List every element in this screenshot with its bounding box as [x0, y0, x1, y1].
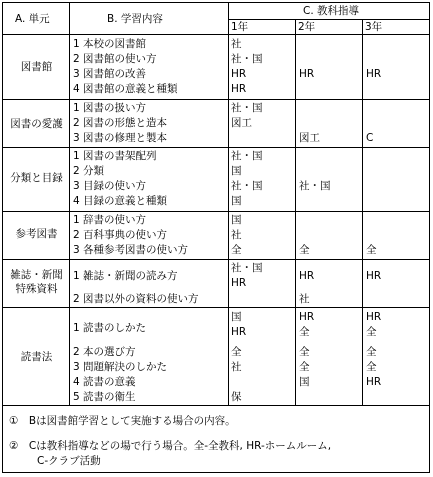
grade2-cell: 図工	[299, 132, 320, 144]
content-item: 4 図書館の意義と種類	[73, 83, 178, 95]
grade1-cell: 社	[231, 361, 242, 373]
content-item: 2 図書館の使い方	[73, 53, 157, 65]
grade1-cell: 保	[231, 391, 242, 403]
header-guidance: C. 教科指導	[303, 5, 360, 17]
col-divider-grade3	[362, 19, 363, 405]
grade1-cell: 国	[231, 311, 242, 323]
grade2-cell: HR	[299, 311, 315, 323]
grade2-cell: HR	[299, 270, 315, 282]
grade2-cell: 全	[299, 244, 310, 256]
row-rule-4	[3, 259, 429, 260]
grade3-cell: HR	[366, 68, 382, 80]
header-subrule	[229, 19, 429, 20]
note-2: ② Cは教科指導などの場で行う場合。全-全教科, HR-ホームルーム,	[9, 440, 332, 452]
content-item: 3 目録の使い方	[73, 180, 147, 192]
grade2-cell: 社・国	[299, 180, 331, 192]
grade2-cell: 国	[299, 376, 310, 388]
grade3-cell: 全	[366, 361, 377, 373]
row-rule-2	[3, 147, 429, 148]
header-grade-2: 2年	[298, 21, 316, 33]
grade1-cell: 社・国	[231, 262, 263, 274]
grade2-cell: 全	[299, 361, 310, 373]
content-item: 2 百科事典の使い方	[73, 229, 168, 241]
grade1-cell: 国	[231, 195, 242, 207]
header-content: B. 学習内容	[107, 13, 163, 25]
unit-periodicals: 雑誌・新聞	[10, 269, 63, 281]
grade1-cell: HR	[231, 68, 247, 80]
grade2-cell: 全	[299, 346, 310, 358]
grade3-cell: 全	[366, 326, 377, 338]
content-item: 3 図書の修理と製本	[73, 132, 168, 144]
content-item: 2 本の選び方	[73, 346, 136, 358]
grade2-cell: HR	[299, 68, 315, 80]
row-rule-1	[3, 99, 429, 100]
content-item: 2 図書の形態と造本	[73, 117, 168, 129]
grade1-cell: 社	[231, 229, 242, 241]
grade1-cell: HR	[231, 277, 247, 289]
grade1-cell: 国	[231, 165, 242, 177]
grade1-cell: 全	[231, 244, 242, 256]
unit-library: 図書館	[20, 61, 53, 73]
content-item: 1 読書のしかた	[73, 322, 147, 334]
unit-reference-books: 参考図書	[15, 228, 58, 240]
grade1-cell: 社・国	[231, 53, 263, 65]
header-grade-1: 1年	[231, 21, 249, 33]
note-2-continued: C-クラブ活動	[37, 455, 101, 467]
content-item: 1 雑誌・新聞の読み方	[73, 270, 178, 282]
unit-reading-method: 読書法	[20, 351, 53, 363]
unit-special-materials: 特殊資料	[15, 283, 58, 295]
grade3-cell: 全	[366, 346, 377, 358]
grade1-cell: 国	[231, 214, 242, 226]
grade2-cell: 社	[299, 293, 310, 305]
notes-rule	[3, 405, 429, 406]
content-item: 1 本校の図書館	[73, 38, 147, 50]
grade1-cell: HR	[231, 326, 247, 338]
unit-classification: 分類と目録	[10, 172, 63, 184]
grade1-cell: 全	[231, 346, 242, 358]
header-unit: A. 単元	[15, 13, 50, 25]
grade3-cell: 全	[366, 244, 377, 256]
content-item: 1 図書の扱い方	[73, 102, 147, 114]
grade3-cell: C	[366, 132, 374, 144]
grade1-cell: 社・国	[231, 102, 263, 114]
row-rule-3	[3, 211, 429, 212]
content-item: 1 図書の書架配列	[73, 150, 157, 162]
content-item: 3 図書館の改善	[73, 68, 147, 80]
header-grade-3: 3年	[365, 21, 383, 33]
curriculum-table	[2, 2, 430, 473]
content-item: 4 目録の意義と種類	[73, 195, 168, 207]
grade1-cell: HR	[231, 83, 247, 95]
grade2-cell: 全	[299, 326, 310, 338]
grade1-cell: 図工	[231, 117, 252, 129]
grade3-cell: HR	[366, 376, 382, 388]
col-divider-content	[228, 3, 229, 405]
grade1-cell: 社・国	[231, 180, 263, 192]
header-rule	[3, 34, 429, 35]
content-item: 4 読書の意義	[73, 376, 136, 388]
grade1-cell: 社・国	[231, 150, 263, 162]
content-item: 5 読書の衛生	[73, 391, 136, 403]
row-rule-5	[3, 307, 429, 308]
grade3-cell: HR	[366, 270, 382, 282]
grade1-cell: 社	[231, 38, 242, 50]
content-item: 3 各種参考図書の使い方	[73, 244, 189, 256]
grade3-cell: HR	[366, 311, 382, 323]
content-item: 1 辞書の使い方	[73, 214, 147, 226]
note-1: ① Bは図書館学習として実施する場合の内容。	[9, 415, 236, 427]
content-item: 2 分類	[73, 165, 105, 177]
content-item: 3 問題解決のしかた	[73, 361, 168, 373]
unit-book-care: 図書の愛護	[10, 118, 63, 130]
content-item: 2 図書以外の資料の使い方	[73, 293, 199, 305]
col-divider-grade2	[295, 19, 296, 405]
